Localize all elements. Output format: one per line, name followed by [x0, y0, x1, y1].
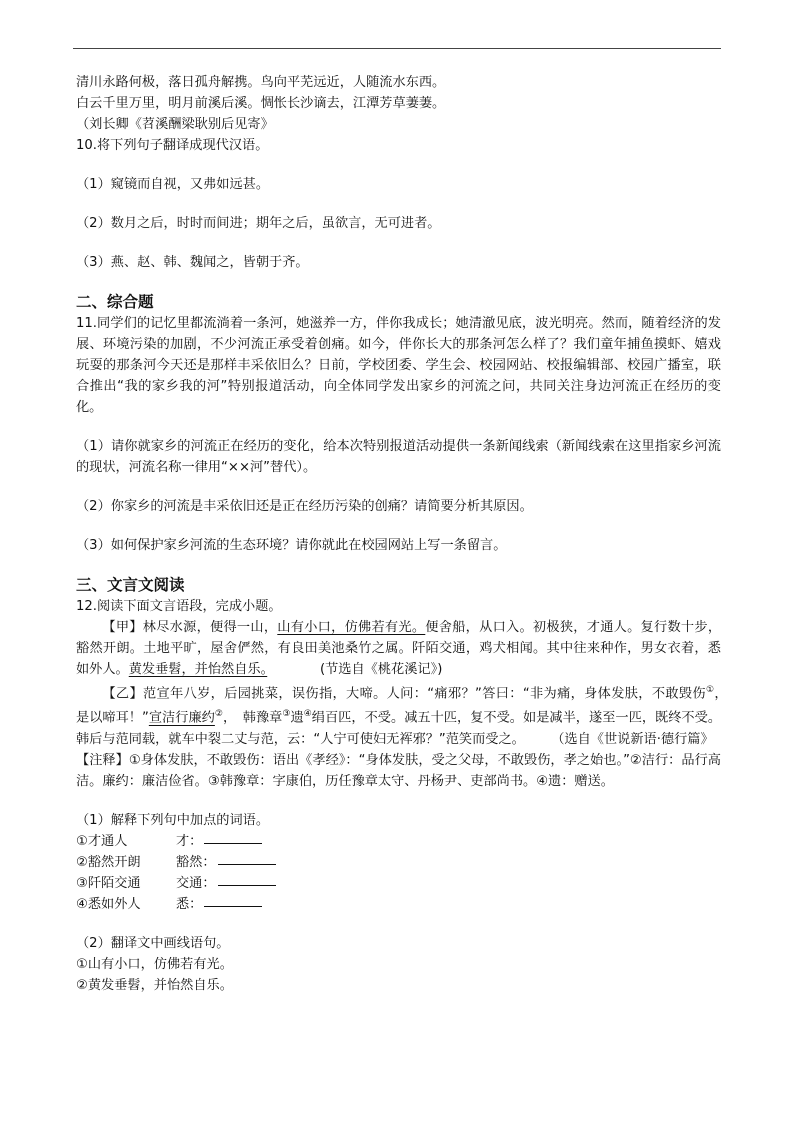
q12-sub2-stem: （2）翻译文中画线语句。	[76, 935, 230, 951]
q11-item-1: （1）请你就家乡的河流正在经历的变化，给本次特别报道活动提供一条新闻线索（新闻线索在这里指家乡河流的现状，河流名称一律用“××河”替代）。	[76, 439, 721, 475]
underlined-sentence-2: 黄发垂髫，并怡然自乐。	[128, 662, 268, 677]
vocab-row: ①才通人 才：	[76, 831, 721, 852]
passage-jia: 【甲】林尽水源，便得一山，山有小口，仿佛若有光。便舍船，从口入。初极狭，才通人。复行数十步，豁然开朗。土地平旷，屋舍俨然，有良田美池桑竹之属。阡陌交通，鸡犬相闻。其中往来种作，男女衣着，悉如外人。黄发垂髫，并怡然自乐。 (节选自《桃花溪记》)	[76, 620, 722, 677]
answer-blank[interactable]	[218, 852, 276, 865]
section-3-heading: 三、文言文阅读	[76, 576, 185, 594]
header-rule	[73, 48, 721, 49]
underlined-sentence-3: 宣洁行廉约	[148, 710, 215, 726]
annotation-notes: 【注释】①身体发肤，不敢毁伤：语出《孝经》：“身体发肤，受之父母，不敢毁伤，孝之始也。”②洁行：品行高洁。廉约：廉洁俭省。③韩豫章：字康伯，历任豫章太守、丹杨尹、吏部尚书。④遗：赠送。	[76, 752, 721, 789]
answer-blank[interactable]	[204, 831, 262, 844]
translate-item-2: ②黄发垂髫，并怡然自乐。	[76, 977, 233, 993]
q11-item-3: （3）如何保护家乡河流的生态环境？请你就此在校园网站上写一条留言。	[76, 538, 507, 553]
poem-line-2: 白云千里万里，明月前溪后溪。惆怅长沙谪去，江潭芳草萋萋。	[76, 96, 446, 111]
section-2-heading: 二、综合题	[76, 293, 154, 311]
poem-line-1: 清川永路何极，落日孤舟解携。鸟向平芜远近，人随流水东西。	[76, 75, 446, 90]
q11-item-2: （2）你家乡的河流是丰采依旧还是正在经历污染的创痛？请简要分析其原因。	[76, 499, 533, 514]
q10-item-3: （3）燕、赵、韩、魏闻之，皆朝于齐。	[76, 255, 309, 270]
poem-source: （刘长卿《苕溪酬梁耿别后见寄》	[76, 117, 274, 132]
document-page	[76, 72, 735, 996]
vocab-row: ④悉如外人 悉：	[76, 894, 721, 915]
q11-passage: 11.同学们的记忆里都流淌着一条河，她滋养一方，伴你我成长；她清澈见底，波光明亮。然而，随着经济的发展、环境污染的加剧，不少河流正承受着创痛。如今，伴你长大的那条河怎么样了？我们童年捕鱼摸虾、嬉戏玩耍的那条河今天还是那样丰采依旧么？日前，学校团委、学生会、校园网站、校报编辑部、校园广播室，联合推出“我的家乡我的河”特别报道活动，向全体同学发出家乡的河流之问，共同关注身边河流正在经历的变化。	[76, 316, 721, 415]
q12-stem: 12.阅读下面文言语段，完成小题。	[76, 599, 282, 614]
vocab-row: ③阡陌交通 交通：	[76, 873, 721, 894]
vocab-row: ②豁然开朗 豁然：	[76, 852, 721, 873]
translate-item-1: ①山有小口，仿佛若有光。	[76, 956, 233, 972]
q10-item-1: （1）窥镜而自视，又弗如远甚。	[76, 177, 270, 192]
q10-item-2: （2）数月之后，时时而间进；期年之后，虽欲言，无可进者。	[76, 216, 441, 231]
answer-blank[interactable]	[218, 873, 276, 886]
q12-sub1-stem: （1）解释下列句中加点的词语。	[76, 812, 270, 828]
underlined-sentence-1: 山有小口，仿佛若有光。	[277, 620, 426, 635]
q10-stem: 10.将下列句子翻译成现代汉语。	[76, 138, 269, 153]
answer-blank[interactable]	[204, 894, 262, 907]
passage-yi: 【乙】范宣年八岁，后园挑菜，误伤指，大啼。人问：“痛邪？”答曰：“非为痛，身体发肤，不敢毁伤①， 是以啼耳！”宣洁行廉约②， 韩豫章③遗④绢百匹，不受。减五十匹，复不受。如是减半，遂至一匹，既终不受。韩后与范同载，就车中裂二丈与范，云：“人宁可使妇无裈邪？”范笑而受之。 （选自《世说新语·德行篇》	[76, 685, 735, 747]
